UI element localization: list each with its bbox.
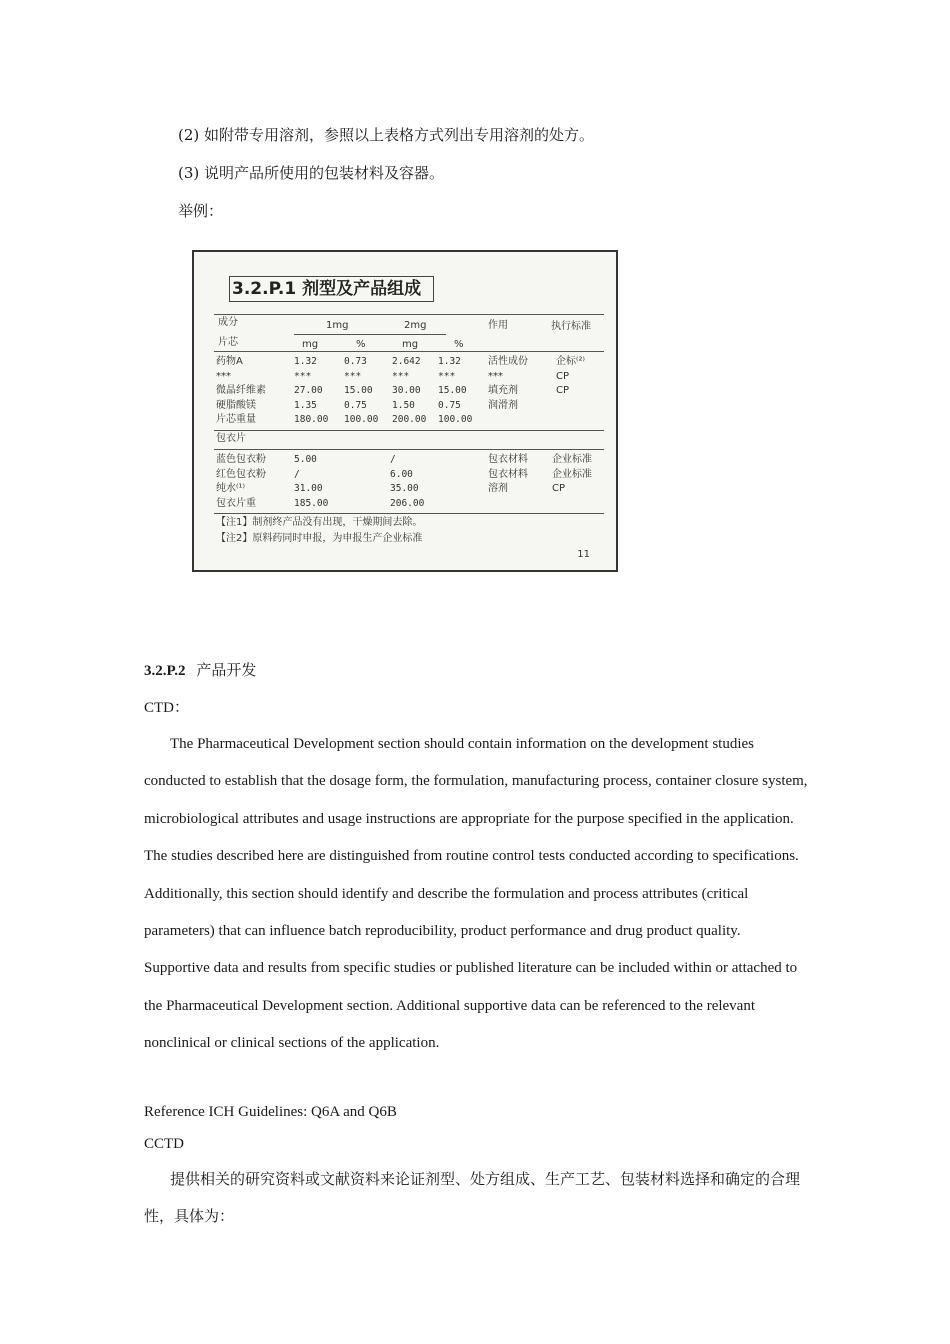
coat-row-mg-1mg: 185.00 <box>294 497 329 509</box>
core-row-pct-2mg: 100.00 <box>438 414 473 425</box>
core-row-mg-1mg: 1.32 <box>294 356 317 367</box>
core-row-mg-1mg: *** <box>294 370 312 382</box>
core-row-mg-2mg: 200.00 <box>392 414 427 425</box>
coat-header: 包衣片 <box>216 433 246 444</box>
coat-row-role: 包衣材料 <box>488 454 528 465</box>
core-row-mg-2mg: 1.50 <box>392 399 415 411</box>
core-row-role: 填充剂 <box>488 385 518 396</box>
header-mg-1: mg <box>302 339 319 350</box>
core-row-mg-1mg: 27.00 <box>294 385 323 396</box>
header-dose-1mg: 1mg <box>326 320 349 331</box>
core-row-name: 硬脂酸镁 <box>216 399 256 411</box>
intro-item-3: (3) 说明产品所使用的包装材料及容器。 <box>178 164 445 182</box>
reference-line: Reference ICH Guidelines: Q6A and Q6B <box>144 1104 397 1120</box>
coat-row-mg-1mg: / <box>294 468 300 480</box>
core-row-mg-1mg: 1.35 <box>294 399 317 411</box>
core-row-standard: CP <box>556 370 570 382</box>
note-2: 【注2】原料药同时申报，为申报生产企业标准 <box>216 533 423 544</box>
coat-row-mg-1mg: 31.00 <box>294 483 323 494</box>
core-row-pct-1mg: 15.00 <box>344 385 373 396</box>
coat-row-role: 包衣材料 <box>488 468 528 480</box>
core-row-standard: 企标⁽²⁾ <box>556 356 585 367</box>
header-pct-2: % <box>454 339 464 350</box>
core-row-standard: CP <box>556 385 570 396</box>
header-core: 片芯 <box>218 337 238 348</box>
dose-rule <box>294 334 446 335</box>
core-row-pct-2mg: *** <box>438 370 456 382</box>
coat-row-name: 包衣片重 <box>216 497 256 509</box>
coat-row-role: 溶剂 <box>488 483 508 494</box>
core-row-pct-1mg: *** <box>344 370 362 382</box>
figure-page-number: 11 <box>577 549 590 560</box>
core-row-pct-1mg: 100.00 <box>344 414 379 425</box>
table-rule-coat-2 <box>214 449 604 450</box>
coat-row-standard: 企业标准 <box>552 468 592 480</box>
table-rule-coat <box>214 430 604 431</box>
table-rule-bottom <box>214 513 604 514</box>
core-row-mg-2mg: *** <box>392 370 410 382</box>
table-rule-top <box>214 314 604 315</box>
section-title: 产品开发 <box>196 661 257 679</box>
table-rule-core <box>214 351 604 352</box>
core-row-name: *** <box>216 370 231 382</box>
figure-title: 3.2.P.1 剂型及产品组成 <box>229 276 434 302</box>
core-row-pct-2mg: 15.00 <box>438 385 467 396</box>
header-pct-1: % <box>356 339 366 350</box>
coat-row-mg-2mg: 35.00 <box>390 483 419 494</box>
ctd-paragraph: The Pharmaceutical Development section should contain information on the development studies conducted to establish that the dosage form, the formulation, manufacturing process, container closure system, microbiological attributes and usage instructions are appropriate for the purpose specified in the application. The studies described here are distinguished from routine control tests conducted according to specifications. Additionally, this section should identify and describe the formulation and process attributes (critical parameters) that can influence batch reproducibility, product performance and drug product quality. Supportive data and results from specific studies or published literature can be included within or attached to the Pharmaceutical Development section. Additional supportive data can be referenced to the relevant nonclinical or clinical sections of the application. <box>144 736 808 1052</box>
coat-row-mg-2mg: 206.00 <box>390 497 425 509</box>
composition-table-figure <box>192 250 618 572</box>
coat-row-standard: CP <box>552 483 566 494</box>
core-row-role: 润滑剂 <box>488 399 518 411</box>
header-role: 作用 <box>488 320 508 331</box>
core-row-pct-1mg: 0.73 <box>344 356 367 367</box>
header-ingredient: 成分 <box>218 317 238 328</box>
core-row-pct-2mg: 0.75 <box>438 399 461 411</box>
core-row-mg-2mg: 2.642 <box>392 356 421 367</box>
section-heading <box>144 660 256 681</box>
coat-row-mg-1mg: 5.00 <box>294 454 317 465</box>
core-row-mg-1mg: 180.00 <box>294 414 329 425</box>
example-label: 举例： <box>178 202 224 220</box>
core-row-role: 活性成份 <box>488 356 528 367</box>
section-number: 3.2.P.2 <box>144 663 186 679</box>
cctd-paragraph: 提供相关的研究资料或文献资料来论证剂型、处方组成、生产工艺、包装材料选择和确定的合理性，具体为： <box>144 1170 801 1226</box>
header-dose-2mg: 2mg <box>404 320 427 331</box>
coat-row-name: 红色包衣粉 <box>216 468 266 480</box>
coat-row-name: 纯水⁽¹⁾ <box>216 483 245 494</box>
intro-item-2: (2) 如附带专用溶剂，参照以上表格方式列出专用溶剂的处方。 <box>178 126 595 144</box>
core-row-role: *** <box>488 370 503 382</box>
core-row-mg-2mg: 30.00 <box>392 385 421 396</box>
header-mg-2: mg <box>402 339 419 350</box>
ctd-label: CTD： <box>144 700 190 716</box>
note-1: 【注1】制剂终产品没有出现，干燥期间去除。 <box>216 517 423 528</box>
coat-row-standard: 企业标准 <box>552 454 592 465</box>
coat-row-mg-2mg: 6.00 <box>390 468 413 480</box>
core-row-name: 片芯重量 <box>216 414 256 425</box>
cctd-label: CCTD <box>144 1136 185 1152</box>
header-standard: 执行标准 <box>551 321 591 332</box>
core-row-name: 药物A <box>216 356 243 367</box>
core-row-pct-1mg: 0.75 <box>344 399 367 411</box>
coat-row-mg-2mg: / <box>390 454 396 465</box>
core-row-name: 微晶纤维素 <box>216 385 266 396</box>
core-row-pct-2mg: 1.32 <box>438 356 461 367</box>
coat-row-name: 蓝色包衣粉 <box>216 454 266 465</box>
